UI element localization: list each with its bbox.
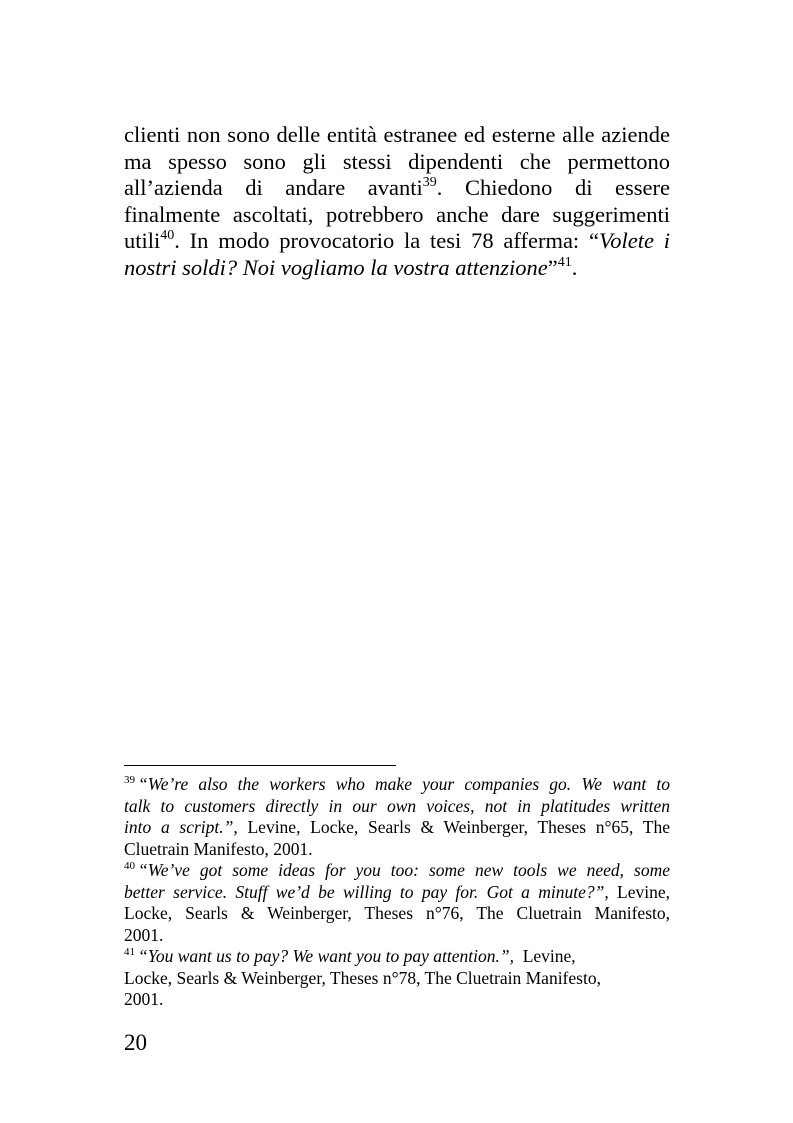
body-paragraph: [124, 122, 670, 281]
body-line-5: [124, 228, 670, 255]
footnote-39-line-2: [124, 796, 670, 818]
body-line-3: [124, 175, 670, 202]
footnote-ref-39[interactable]: 39: [422, 175, 437, 190]
page-number: 20: [124, 1030, 147, 1055]
footnote-39-citation: Levine, Locke, Searls & Weinberger, Theses n°65, The: [237, 817, 670, 837]
body-line-3-text: all’azienda di andare avanti: [124, 175, 423, 200]
footnote-40-citation: Levine,: [608, 881, 670, 902]
footnote-39-quote-2: talk to customers directly in our own voices, not in platitudes written: [124, 795, 670, 816]
footnote-41-line-1: [124, 946, 670, 968]
body-line-3-text-end: . Chiedono di essere: [436, 175, 671, 200]
closing-quote: ”: [547, 254, 558, 280]
footnote-40-line-2: [124, 882, 670, 904]
body-line-4: finalmente ascoltati, potrebbero anche dare suggerimenti: [124, 201, 670, 227]
footnote-40-number: 40: [124, 860, 135, 872]
footnote-39-number: 39: [124, 774, 135, 786]
footnote-40-quote-2: better service. Stuff we’d be willing to pay for. Got a minute?”,: [124, 881, 609, 902]
body-line-1: clienti non sono delle entità estranee ed esterne alle aziende: [124, 122, 670, 147]
footnote-40-line-4: 2001.: [124, 924, 164, 945]
footnote-39-quote: “We’re also the workers who make your companies go. We want to: [138, 774, 670, 794]
footnote-41-quote: “You want us to pay? We want you to pay attention.”,: [138, 946, 514, 966]
footnote-ref-41[interactable]: 41: [557, 254, 572, 270]
body-line-6-period: .: [571, 254, 578, 280]
footnote-39-line-1: [124, 774, 670, 796]
footnote-41-line-3: 2001.: [124, 989, 164, 1009]
footnote-39: [124, 774, 670, 860]
body-line-5-text: utili: [124, 228, 161, 253]
footnote-39-line-3: [124, 817, 670, 839]
footnote-40: [124, 860, 670, 946]
footnote-40-quote: “We’ve got some ideas for you too: some new tools we need, some: [138, 860, 670, 880]
body-line-6: [124, 255, 670, 282]
footnote-40-line-3: Locke, Searls & Weinberger, Theses n°76, The Cluetrain Manifesto,: [124, 903, 670, 923]
footnote-41: [124, 946, 670, 1011]
footnote-39-line-4: Cluetrain Manifesto, 2001.: [124, 838, 313, 859]
footnote-41-citation: Levine,: [513, 946, 576, 966]
footnote-39-quote-3: into a script.”,: [124, 817, 238, 837]
footnote-40-line-1: [124, 860, 670, 882]
body-line-2: ma spesso sono gli stessi dipendenti che permettono: [124, 148, 670, 174]
quote-italic: nostri soldi? Noi vogliamo la vostra attenzione: [124, 254, 548, 280]
footnotes-section: [124, 774, 670, 1011]
quote-italic-start: Volete i: [598, 228, 670, 253]
footnote-separator: [124, 765, 396, 766]
footnote-41-line-2: Locke, Searls & Weinberger, Theses n°78, The Cluetrain Manifesto,: [124, 967, 601, 988]
footnote-41-number: 41: [124, 946, 135, 958]
body-line-5-text-mid: . In modo provocatorio la tesi 78 afferma: “: [174, 228, 599, 253]
footnote-ref-40[interactable]: 40: [160, 228, 175, 243]
